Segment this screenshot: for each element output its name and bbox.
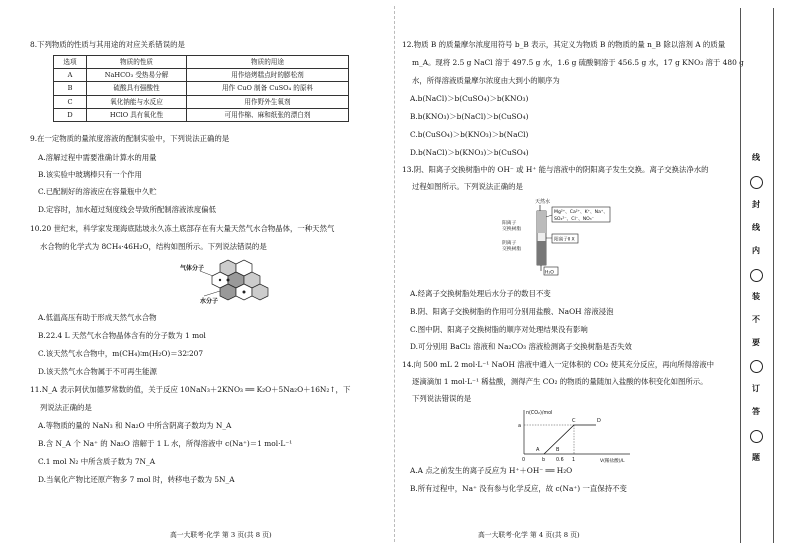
seal-circle-icon	[750, 269, 763, 282]
question-10-line1: 10.20 世纪末，科学家发现海底陆坡永久冻土底部存在有大量天然气水合物晶体，一种天然气	[30, 224, 335, 233]
table-row	[54, 69, 349, 82]
question-11-line2: 列说法正确的是	[40, 403, 92, 412]
label-cation-resin-2: 交换树脂	[502, 227, 522, 232]
question-12-line2: m_A。现将 2.5 g NaCl 溶于 497.5 g 水，1.6 g 硫酸铜溶于 456.5 g 水，17 g KNO₃ 溶于 480 g	[412, 58, 744, 67]
question-14-line1: 14.向 500 mL 2 mol·L⁻¹ NaOH 溶液中通入一定体积的 CO₂ 使其充分反应，再向所得溶液中	[402, 360, 715, 369]
label-water-molecule: 水分子	[200, 298, 219, 305]
table-cell: A	[54, 69, 87, 82]
question-14-line3: 下列说法错误的是	[412, 394, 472, 403]
option-14a: A.A 点之前发生的离子反应为 H⁺＋OH⁻ ══ H₂O	[410, 466, 573, 475]
x-tick-b: b	[542, 458, 546, 463]
table-cell: B	[54, 82, 87, 95]
property-table	[53, 55, 349, 122]
seal-line-strip	[737, 0, 777, 551]
option-11c: C.1 mol N₂ 中所含质子数为 7N_A	[38, 457, 156, 466]
seal-circle-icon	[750, 360, 763, 373]
table-cell: 可用作棉、麻和纸张的漂白剂	[187, 108, 349, 121]
co2-curve	[544, 425, 596, 454]
question-14-line2: 逐滴滴加 1 mol·L⁻¹ 稀盐酸，测得产生 CO₂ 的物质的量随加入盐酸的体积变化如图所示。	[412, 377, 708, 386]
label-cation-resin-1: 阳离子	[502, 221, 517, 226]
option-13b: B.阴、阳离子交换树脂的作用可分别用盐酸、NaOH 溶液浸泡	[410, 307, 614, 316]
co2-chart	[512, 406, 642, 466]
option-10d: D.该天然气水合物属于不可再生能源	[38, 367, 157, 376]
seal-circle-icon	[750, 430, 763, 443]
option-11d: D.当氧化产物比还原产物多 7 mol 时，转移电子数为 5N_A	[38, 475, 235, 484]
page-divider	[394, 6, 395, 542]
point-c: C	[572, 418, 576, 424]
option-10c: C.该天然气水合物中，m(CH₄)∶m(H₂O)＝32∶207	[38, 349, 204, 358]
table-cell: HClO 具有氧化性	[87, 108, 187, 121]
table-header-row	[54, 56, 349, 69]
option-9d: D.定容时，加水超过刻度线会导致所配制溶液浓度偏低	[38, 205, 216, 214]
table-row	[54, 108, 349, 121]
seal-char: 订	[752, 383, 760, 393]
seal-char: 不	[752, 314, 760, 324]
x-tick-1: 1	[572, 458, 576, 463]
label-anion-resin-1: 阴离子	[502, 241, 517, 246]
question-10-line2: 水合物的化学式为 8CH₄·46H₂O，结构如图所示。下列说法错误的是	[40, 242, 267, 251]
option-9c: C.已配制好的溶液应在容量瓶中久贮	[38, 187, 157, 196]
hydrate-structure-figure	[180, 258, 275, 308]
point-d: D	[597, 418, 601, 424]
y-tick-a: a	[518, 423, 522, 429]
option-12d: D.b(NaCl)＞b(KNO₃)＞b(CuSO₄)	[410, 148, 529, 157]
option-10b: B.22.4 L 天然气水合物晶体含有的分子数为 1 mol	[38, 331, 206, 340]
table-cell: NaHCO₃ 受热易分解	[87, 69, 187, 82]
label-ions-1: Mg²⁺、Ca²⁺、K⁺、Na⁺、	[554, 210, 608, 215]
option-9b: B.该实验中玻璃棒只有一个作用	[38, 170, 142, 179]
option-10a: A.低温高压有助于形成天然气水合物	[38, 313, 157, 322]
table-cell: D	[54, 108, 87, 121]
seal-char: 线	[752, 222, 760, 232]
x-axis-label: V(稀盐酸)/L	[600, 459, 625, 464]
label-x-ion: 阳离子Ⅱ X	[554, 237, 575, 243]
label-ions-2: SO₄²⁻、Cl⁻、NO₃⁻	[554, 217, 595, 222]
seal-char: 封	[752, 199, 760, 209]
option-13d: D.可分别用 BaCl₂ 溶液和 Na₂CO₃ 溶液检测离子交换树脂是否失效	[410, 342, 632, 351]
table-header: 物质的性质	[87, 56, 187, 69]
label-water-out: H₂O	[545, 270, 554, 276]
seal-char: 要	[752, 337, 760, 347]
question-12-line3: 水，所得溶液质量摩尔浓度由大到小的顺序为	[412, 76, 560, 85]
option-11b: B.含 N_A 个 Na⁺ 的 Na₂O 溶解于 1 L 水，所得溶液中 c(Na⁺)＝1 mol·L⁻¹	[38, 439, 293, 448]
y-axis-label: n(CO₂)/mol	[526, 411, 553, 416]
label-anion-resin-2: 交换树脂	[502, 247, 522, 252]
option-9a: A.溶解过程中需要准确计算水的用量	[38, 153, 157, 162]
seal-circle-icon	[750, 176, 763, 189]
table-cell: 氧化钠能与水反应	[87, 95, 187, 108]
table-row	[54, 82, 349, 95]
option-14b: B.所有过程中，Na⁺ 没有参与化学反应，故 c(Na⁺) 一直保持不变	[410, 484, 627, 493]
label-gas-molecule: 气体分子	[180, 265, 205, 272]
table-row	[54, 95, 349, 108]
x-tick-0: 0	[522, 458, 526, 463]
question-11-line1: 11.N_A 表示阿伏加德罗常数的值，关于反应 10NaN₃＋2KNO₃ ══ K₂O＋5Na₂O＋16N₂↑，下	[30, 385, 351, 394]
question-12-line1: 12.物质 B 的质量摩尔浓度用符号 b_B 表示，其定义为物质 B 的物质的量 n_B 除以溶剂 A 的质量	[402, 40, 726, 49]
label-natural-water: 天然水	[535, 199, 551, 205]
question-13-line1: 13.阴、阳离子交换树脂中的 OH⁻ 或 H⁺ 能与溶液中的阴阳离子发生交换。离子交换法净水的	[402, 165, 709, 174]
seal-char: 答	[752, 406, 760, 416]
seal-char: 装	[752, 291, 760, 301]
footer-right: 高一大联考·化学 第 4 页(共 8 页)	[478, 531, 580, 539]
option-12b: B.b(KNO₃)＞b(NaCl)＞b(CuSO₄)	[410, 112, 529, 121]
table-cell: C	[54, 95, 87, 108]
x-tick-0.6: 0.6	[556, 458, 564, 463]
option-11a: A.等物质的量的 NaN₃ 和 Na₂O 中所含阴离子数均为 N_A	[38, 421, 232, 430]
table-cell: 硫酸具有强酸性	[87, 82, 187, 95]
point-a: A	[536, 447, 540, 453]
table-header: 选项	[54, 56, 87, 69]
table-cell: 用作野外生氧剂	[187, 95, 349, 108]
table-header: 物质的用途	[187, 56, 349, 69]
option-13c: C.图中阴、阳离子交换树脂的顺序对处理结果没有影响	[410, 325, 588, 334]
seal-char: 线	[752, 152, 760, 162]
footer-left: 高一大联考·化学 第 3 页(共 8 页)	[170, 531, 272, 539]
option-12c: C.b(CuSO₄)＞b(KNO₃)＞b(NaCl)	[410, 130, 529, 139]
point-b: B	[556, 447, 560, 453]
question-13-line2: 过程如图所示。下列说法正确的是	[412, 182, 523, 191]
table-cell: 用作焙烤糕点时的膨松剂	[187, 69, 349, 82]
question-9: 9.在一定物质的量浓度溶液的配制实验中，下列说法正确的是	[30, 134, 230, 143]
table-cell: 用作 CuO 制备 CuSO₄ 的原料	[187, 82, 349, 95]
option-12a: A.b(NaCl)＞b(CuSO₄)＞b(KNO₃)	[410, 94, 529, 103]
option-13a: A.经离子交换树脂处理后水分子的数目不变	[410, 289, 551, 298]
seal-char: 题	[752, 452, 760, 462]
ion-exchange-figure	[500, 197, 630, 277]
seal-char: 内	[752, 245, 760, 255]
question-8: 8.下列物质的性质与其用途的对应关系错误的是	[30, 40, 185, 49]
